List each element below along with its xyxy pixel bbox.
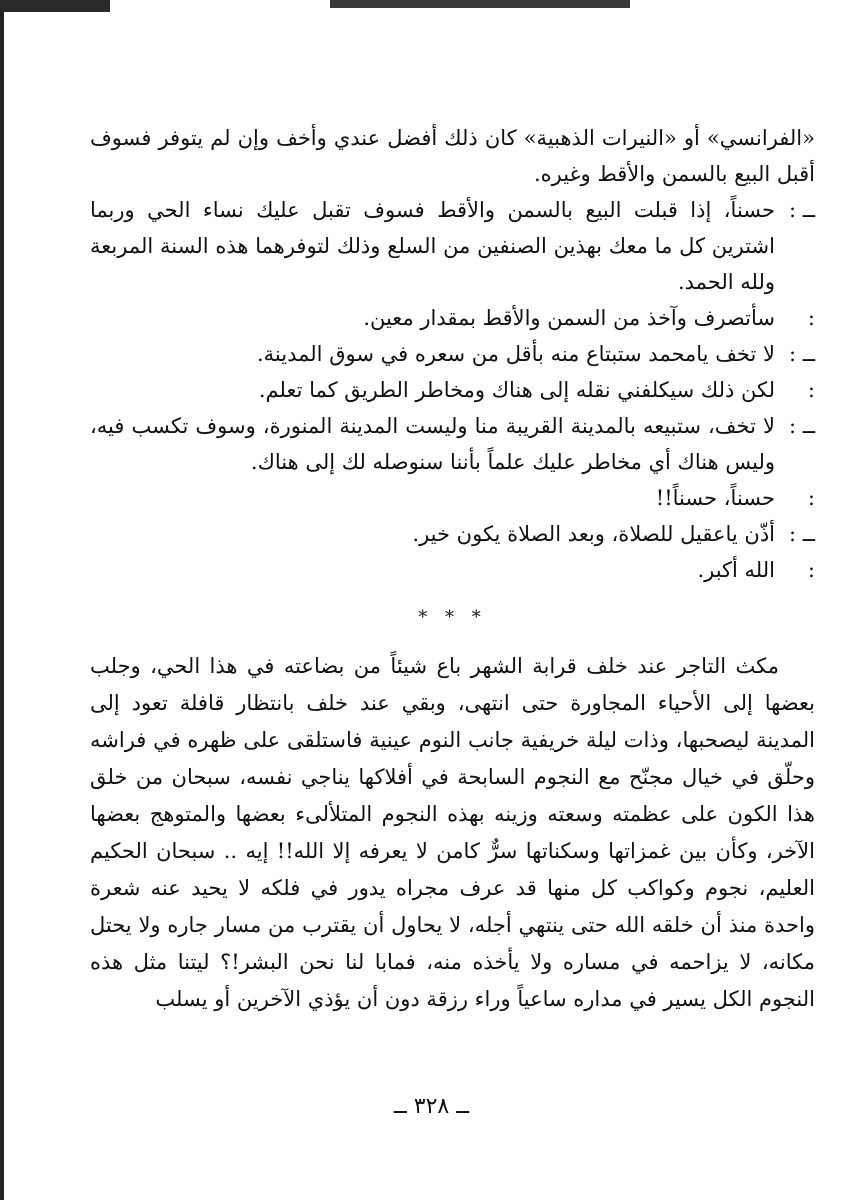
speaker-marker: : — [807, 486, 815, 510]
dialogue-text: سأتصرف وآخذ من السمن والأقط بمقدار معين. — [363, 306, 775, 330]
speaker-marker: : — [807, 306, 815, 330]
speaker-marker: : — [807, 378, 815, 402]
dialogue-line — [90, 192, 815, 300]
speaker-marker: ــ : — [788, 414, 815, 438]
speaker-marker: : — [807, 558, 815, 582]
speaker-marker: ــ : — [788, 522, 815, 546]
book-page-body — [90, 120, 815, 1018]
dialogue-line — [90, 552, 815, 588]
dialogue-line — [90, 372, 815, 408]
dialogue-text: لا تخف يامحمد ستبتاع منه بأقل من سعره في سوق المدينة. — [257, 342, 775, 366]
page-number: ــ ٣٢٨ ــ — [393, 1094, 470, 1119]
narrative-paragraph: مكث التاجر عند خلف قرابة الشهر باع شيئاً من بضاعته في هذا الحي، وجلب بعضها إلى الأحياء المجاورة حتى انتهى، وبقي عند خلف بانتظار قافلة تعود إلى المدينة ليصحبها، وذات ليلة خريفية جانب النوم عينية فاستلقى على ظهره في فراشه وحلّق في خيال مجنّح مع النجوم السابحة في أفلاكها يناجي نفسه، سبحان من خلق هذا الكون على عظمته وسعته وزينه بهذه النجوم المتلألىء بعضها والمتوهج بعضها الآخر، وكأن بين غمزاتها وسكناتها سرٌّ كامن لا يعرفه إلا الله!! إيه .. سبحان الحكيم العليم، نجوم وكواكب كل منها قد عرف مجراه يدور في فلكه لا يحيد عنه شعرة واحدة منذ أن خلقه الله حتى ينتهي أجله، لا يحاول أن يقترب من مسار جاره ولا يحتل مكانه، لا يزاحمه في مساره ولا يأخذه منه، فمابا لنا نحن البشر!؟ ليتنا مثل هذه النجوم الكل يسير في مداره ساعياً وراء رزقة دون أن يؤذي الآخرين أو يسلب — [90, 654, 815, 1011]
dialogue-line — [90, 336, 815, 372]
dialogue-line — [90, 300, 815, 336]
dialogue-text: لا تخف، ستبيعه بالمدينة القريبة منا وليست المدينة المنورة، وسوف تكسب فيه، وليس هناك أي مخاطر عليك علماً بأننا سنوصله لك إلى هناك. — [90, 414, 775, 474]
dialogue-text: لكن ذلك سيكلفني نقله إلى هناك ومخاطر الطريق كما تعلم. — [258, 378, 775, 402]
dialogue-text: الله أكبر. — [697, 558, 775, 582]
dialogue-text: أذّن ياعقيل للصلاة، وبعد الصلاة يكون خير. — [412, 522, 775, 546]
dialogue-line — [90, 408, 815, 480]
speaker-marker: ــ : — [788, 198, 815, 222]
intro-paragraph: «الفرانسي» أو «النيرات الذهبية» كان ذلك أفضل عندي وأخف وإن لم يتوفر فسوف أقبل البيع بالسمن والأقط وغيره. — [90, 126, 815, 186]
scan-left-edge — [0, 10, 4, 1200]
dialogue-text: حسناً، إذا قبلت البيع بالسمن والأقط فسوف تقبل عليك نساء الحي وربما اشترين كل ما معك بهذين الصنفين من السلع وذلك لتوفرهما هذه السنة المربعة ولله الحمد. — [90, 198, 775, 294]
speaker-marker: ــ : — [788, 342, 815, 366]
previous-page-shadow — [330, 0, 630, 8]
scan-top-edge — [0, 0, 110, 12]
dialogue-text: حسناً، حسناً!! — [655, 486, 775, 510]
dialogue-line — [90, 516, 815, 552]
dialogue-line — [90, 480, 815, 516]
dialogue-block — [90, 192, 815, 588]
section-separator: * * * — [418, 607, 487, 628]
